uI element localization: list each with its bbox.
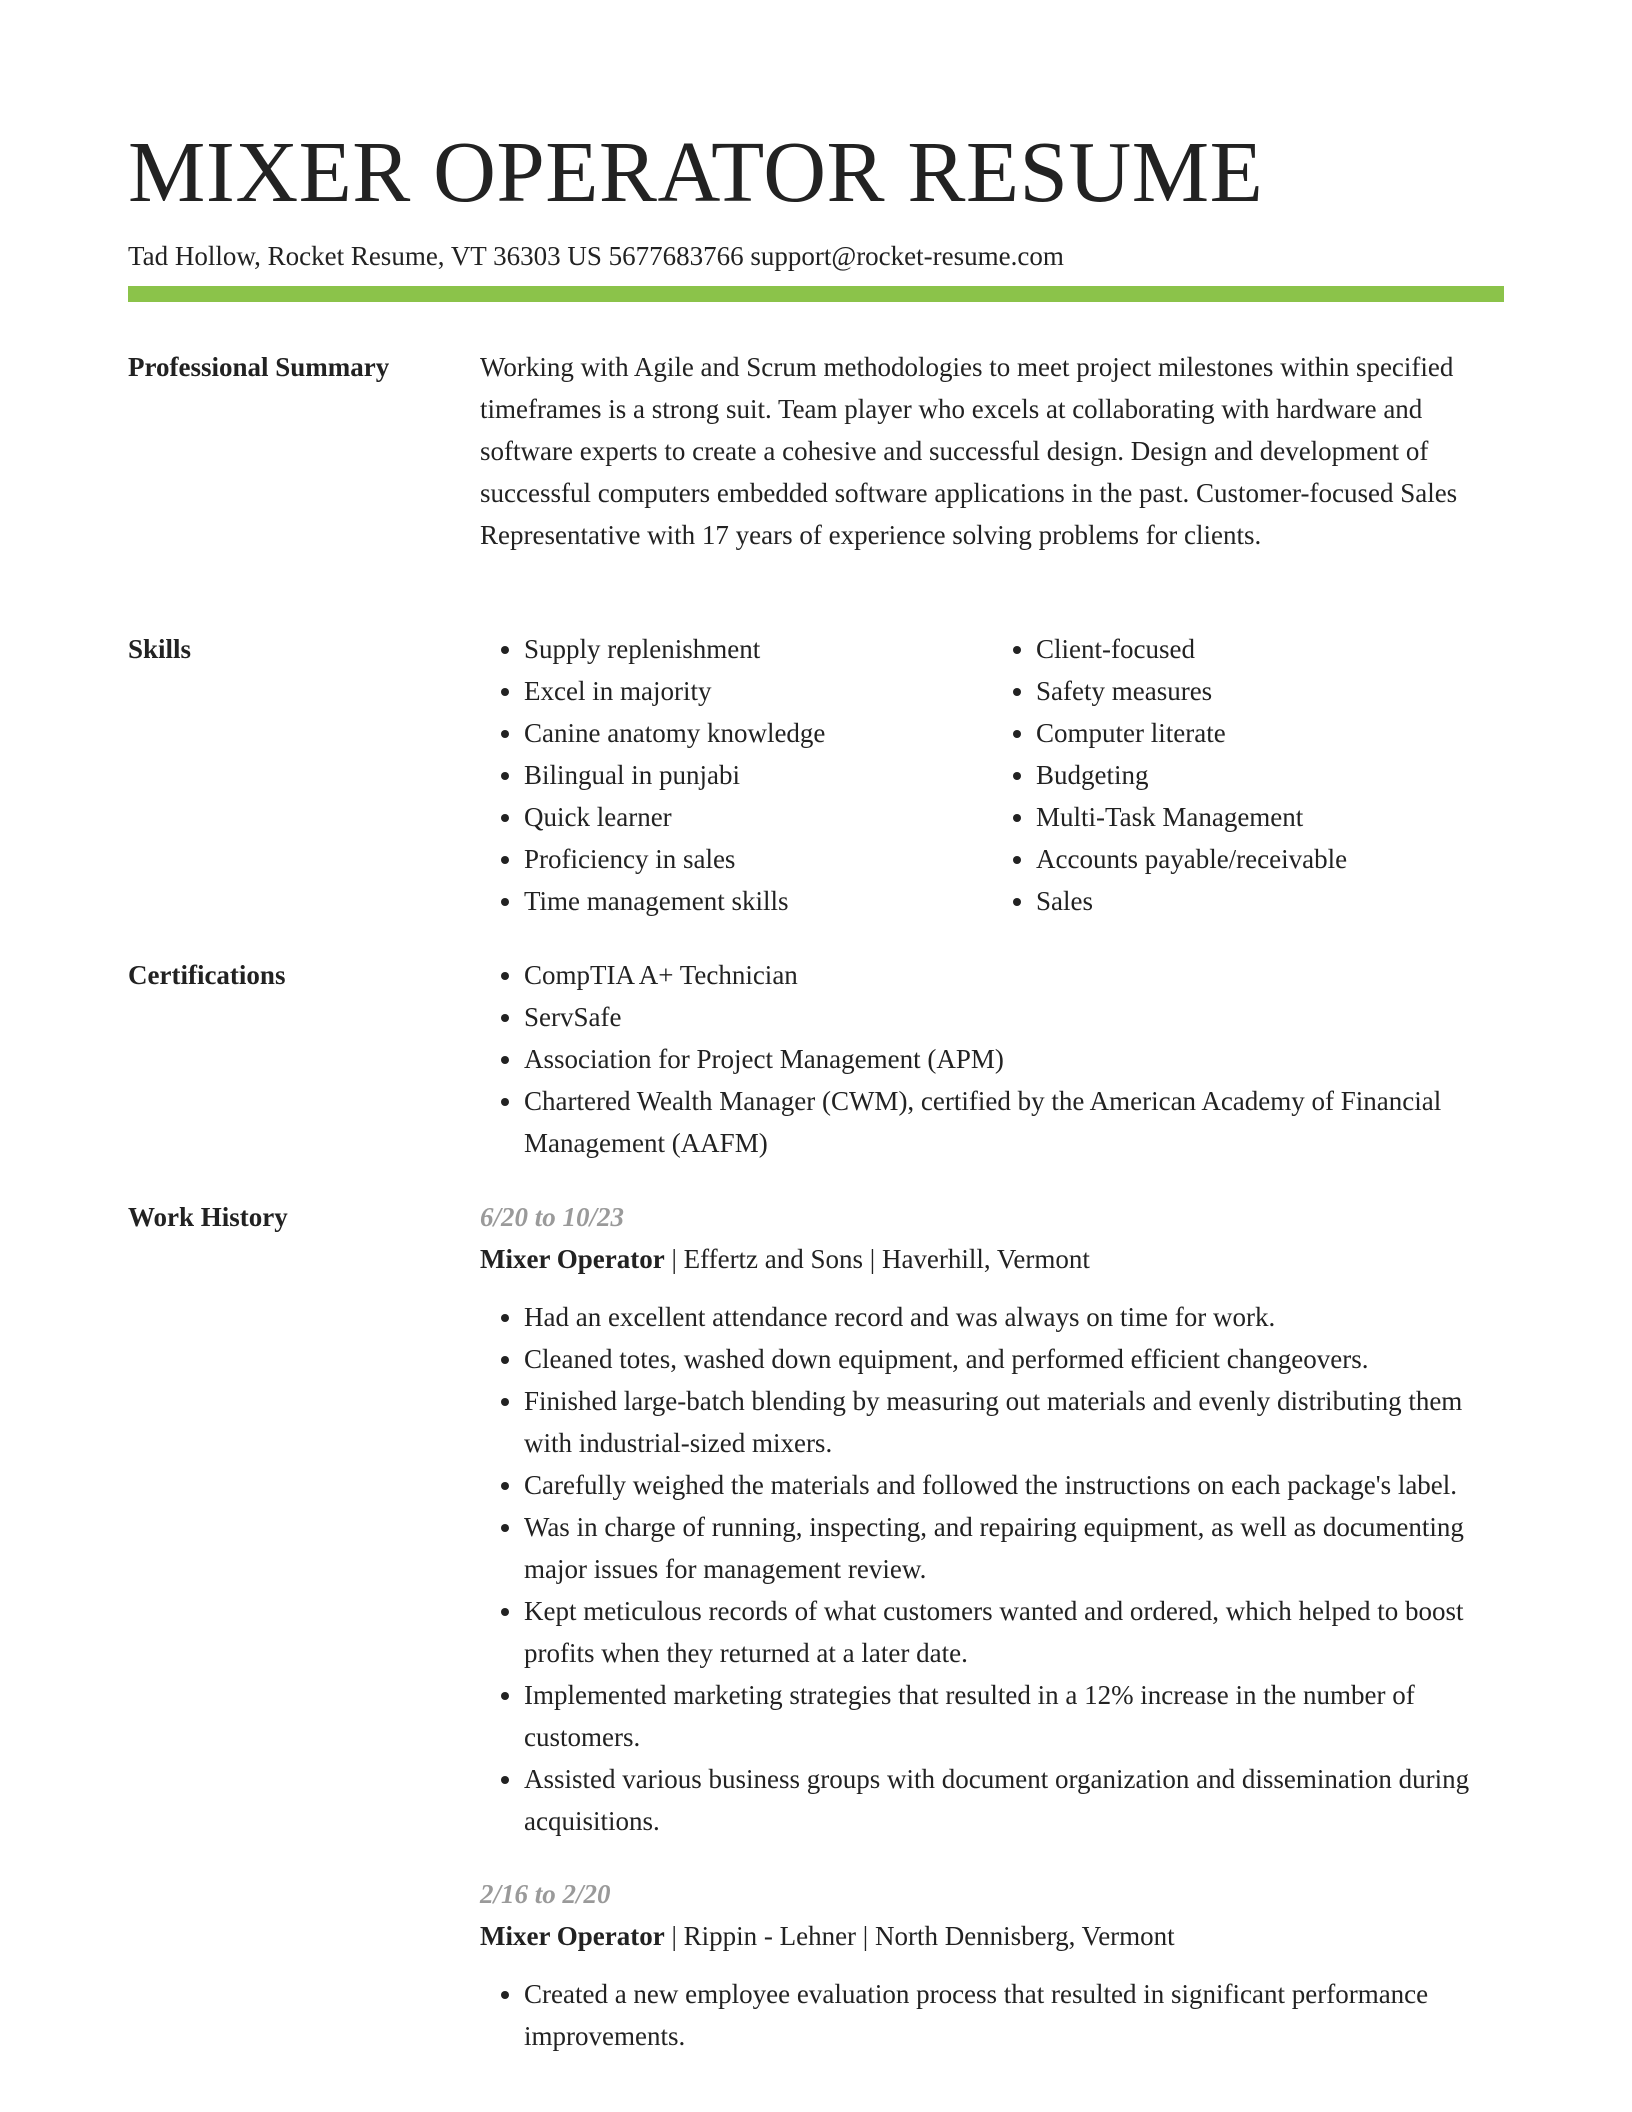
job-heading <box>480 1238 1504 1280</box>
skills-columns <box>480 628 1504 922</box>
skills-list-left <box>480 628 992 922</box>
job-dates: 2/16 to 2/20 <box>480 1879 611 1909</box>
skill-item: • Time management skills <box>524 880 992 922</box>
job-employer-location: | Effertz and Sons | Haverhill, Vermont <box>664 1244 1090 1274</box>
skill-item: • Client-focused <box>1036 628 1504 670</box>
job-bullet: • Created a new employee evaluation process that resulted in significant performance improvements. <box>524 1973 1504 2057</box>
job-dates: 6/20 to 10/23 <box>480 1202 625 1232</box>
job-bullet: • Kept meticulous records of what customers wanted and ordered, which helped to boost profits when they returned at a later date. <box>524 1590 1504 1674</box>
skill-item: • Supply replenishment <box>524 628 992 670</box>
job-bullet: • Had an excellent attendance record and was always on time for work. <box>524 1296 1504 1338</box>
skills-list-right <box>992 628 1504 922</box>
certification-item: • ServSafe <box>524 996 1504 1038</box>
job-bullet: • Cleaned totes, washed down equipment, and performed efficient changeovers. <box>524 1338 1504 1380</box>
skill-item: • Proficiency in sales <box>524 838 992 880</box>
skill-item: • Bilingual in punjabi <box>524 754 992 796</box>
resume-title: MIXER OPERATOR RESUME <box>128 123 1264 220</box>
certifications-list <box>480 954 1504 1164</box>
skill-item: • Safety measures <box>1036 670 1504 712</box>
job-entry <box>480 1196 1504 1842</box>
certification-item: • CompTIA A+ Technician <box>524 954 1504 996</box>
certifications-heading: Certifications <box>128 960 286 990</box>
skill-item: • Quick learner <box>524 796 992 838</box>
job-title: Mixer Operator <box>480 1244 665 1274</box>
job-bullet: • Finished large-batch blending by measuring out materials and evenly distributing them with industrial-sized mixers. <box>524 1380 1504 1464</box>
summary-text: Working with Agile and Scrum methodologies to meet project milestones within specified timeframes is a strong suit. Team player who excels at collaborating with hardware and software experts to create a cohesive and successful design. Design and development of successful computers embedded software applications in the past. Customer-focused Sales Representative with 17 years of experience solving problems for clients. <box>480 352 1458 550</box>
job-bullets <box>480 1973 1504 2057</box>
skill-item: • Multi-Task Management <box>1036 796 1504 838</box>
contact-line: Tad Hollow, Rocket Resume, VT 36303 US 5677683766 support@rocket-resume.com <box>128 241 1064 271</box>
job-bullet: • Carefully weighed the materials and followed the instructions on each package's label. <box>524 1464 1504 1506</box>
skill-item: • Sales <box>1036 880 1504 922</box>
job-bullet: • Assisted various business groups with document organization and dissemination during acquisitions. <box>524 1758 1504 1842</box>
skill-item: • Canine anatomy knowledge <box>524 712 992 754</box>
job-bullets <box>480 1296 1504 1842</box>
job-entry <box>480 1873 1504 2057</box>
job-heading <box>480 1915 1504 1957</box>
skill-item: • Computer literate <box>1036 712 1504 754</box>
job-title: Mixer Operator <box>480 1921 665 1951</box>
job-bullet: • Implemented marketing strategies that resulted in a 12% increase in the number of customers. <box>524 1674 1504 1758</box>
accent-divider <box>128 286 1504 302</box>
certification-item: • Chartered Wealth Manager (CWM), certified by the American Academy of Financial Management (AAFM) <box>524 1080 1504 1164</box>
work-history-heading: Work History <box>128 1202 288 1232</box>
skill-item: • Excel in majority <box>524 670 992 712</box>
skill-item: • Accounts payable/receivable <box>1036 838 1504 880</box>
skills-heading: Skills <box>128 634 192 664</box>
resume-header <box>128 118 1504 274</box>
job-bullet: • Was in charge of running, inspecting, and repairing equipment, as well as documenting major issues for management review. <box>524 1506 1504 1590</box>
summary-heading: Professional Summary <box>128 352 390 382</box>
certification-item: • Association for Project Management (APM) <box>524 1038 1504 1080</box>
skill-item: • Budgeting <box>1036 754 1504 796</box>
job-employer-location: | Rippin - Lehner | North Dennisberg, Vermont <box>664 1921 1175 1951</box>
